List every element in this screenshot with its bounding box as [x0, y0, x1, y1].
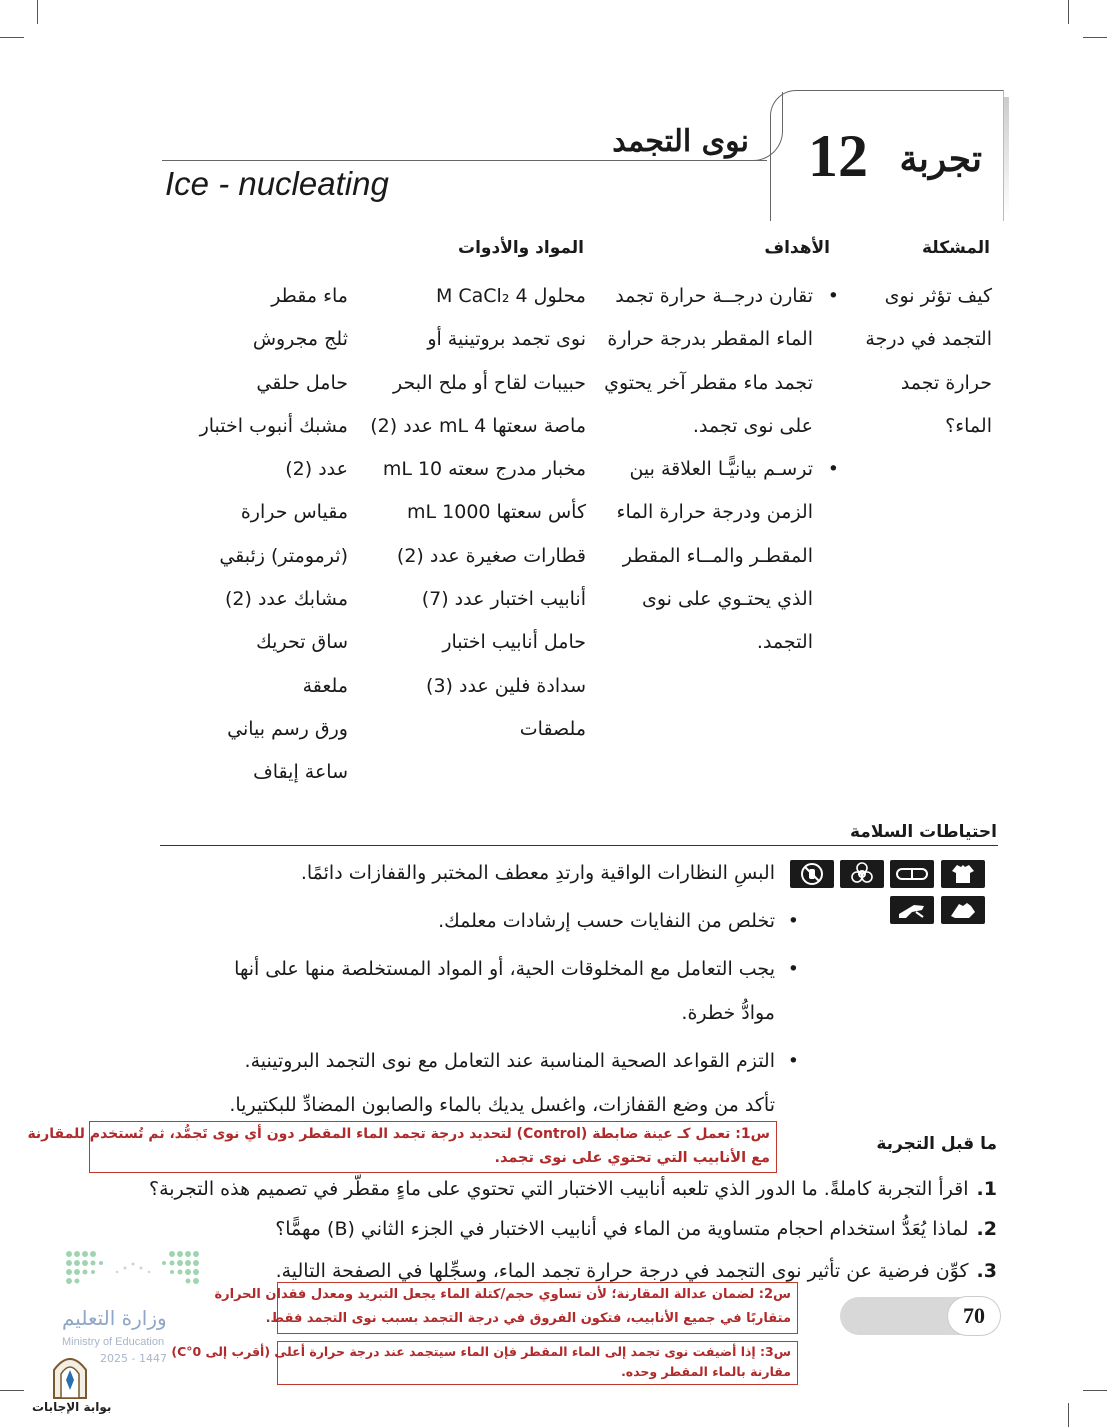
question-number: 1.: [976, 1178, 997, 1200]
safety-divider: [160, 845, 998, 846]
material-item: ورق رسم بياني: [227, 717, 348, 740]
biohazard-icon: [840, 860, 884, 888]
crop-mark: [37, 0, 38, 24]
question-text: اقرأ التجربة كاملةً. ما الدور الذي تلعبه أنابيب الاختبار التي تحتوي على ماءٍ مقطّر في تصميم هذه التجربة؟: [149, 1178, 969, 1200]
goggles-icon: [890, 860, 934, 888]
objective-line: • ترسـم بيانيًّـا العلاقة بين: [629, 458, 839, 481]
material-item: ساعة إيقاف: [253, 761, 348, 784]
answer-line: مع الأنابيب التي تحتوي على نوى تجمد.: [494, 1150, 770, 1166]
materials-list-left: [200, 275, 348, 795]
safety-list: [175, 851, 799, 1127]
question-number: 3.: [976, 1260, 997, 1282]
material-item: مشابك عدد (2): [225, 588, 348, 611]
material-item: أنابيب اختبار عدد (7): [421, 588, 586, 611]
objective-line: تجمد ماء مقطر آخر يحتوي: [604, 371, 813, 394]
objective-line: الماء المقطر بدرجة حرارة: [607, 328, 813, 351]
material-item: عدد (2): [285, 458, 348, 481]
experiment-topic: نوى التجمد: [612, 124, 749, 159]
problem-line: كيف تؤثر نوى: [884, 285, 992, 307]
ministry-logo-dots-icon: [65, 1250, 200, 1286]
material-item: حامل حلقي: [256, 371, 348, 394]
question-2: [275, 1218, 997, 1240]
objective-line: الذي يحتـوي على نوى: [641, 588, 813, 611]
problem-text: [865, 275, 992, 448]
question-text: كوِّن فرضية عن تأثير نوى التجمد في درجة حرارة تجمد الماء، وسجِّلها في الصفحة التالية.: [275, 1260, 969, 1282]
safety-item: • يجب التعامل مع المخلوقات الحية، أو المواد المستخلصة منها على أنها موادُّ خطرة.: [234, 958, 799, 1024]
objectives-heading: الأهداف: [764, 238, 830, 258]
ministry-name-english: Ministry of Education: [62, 1336, 165, 1348]
crop-mark: [1068, 1403, 1069, 1427]
crop-mark: [1083, 37, 1107, 38]
material-item: ملعقة: [302, 674, 348, 697]
crop-mark: [0, 1390, 24, 1391]
material-item: ماء مقطر: [271, 285, 348, 307]
question-1: [149, 1178, 997, 1200]
answer-line: متقاربًا في جميع الأنابيب، فتكون الفروق في درجة التجمد بسبب نوى التجمد فقط.: [265, 1311, 791, 1326]
answer-box-3: [171, 1341, 798, 1385]
materials-list-right: [370, 275, 586, 751]
answer-line: مقارنة بالماء المقطر وحده.: [621, 1364, 791, 1379]
safety-item: • البسِ النظارات الواقية وارتدِ معطف المختبر والقفازات دائمًا.: [300, 862, 799, 884]
material-item: مشبك أنبوب اختبار: [199, 414, 348, 437]
pre-lab-title: ما قبل التجربة: [876, 1134, 997, 1154]
english-title: Ice - nucleating: [165, 165, 389, 202]
site-logo-icon: [48, 1350, 92, 1400]
material-item: مقياس حرارة: [240, 501, 348, 524]
question-3: [276, 1260, 997, 1282]
question-text: لماذا يُعَدُّ استخدام احجام متساوية من الماء في أنابيب الاختبار في الجزء الثاني (B) مهمًّا؟: [275, 1218, 969, 1240]
material-item: سدادة فلين عدد (3): [426, 674, 586, 697]
material-item: حبيبات لقاح أو ملح البحر: [393, 371, 586, 394]
topic-underline: [162, 160, 767, 161]
answer-box-2: [214, 1282, 798, 1334]
problem-heading: المشكلة: [921, 238, 990, 258]
ministry-name-arabic: وزارة التعليم: [62, 1306, 167, 1330]
problem-line: التجمد في درجة: [865, 328, 992, 351]
safety-item: • التزم القواعد الصحية المناسبة عند التعامل مع نوى التجمد البروتينية. تأكد من وضع القفازات، واغسل يديك بالماء والصابون المضادِّ للبكتيريا.: [229, 1050, 799, 1116]
objective-line: المقطـر والمــاء المقطر: [622, 544, 813, 567]
objective-line: الزمن ودرجة حرارة الماء: [616, 501, 813, 524]
material-item: كأس سعتها 1000 mL: [407, 501, 586, 524]
experiment-number: 12: [808, 123, 868, 189]
hand-wash-icon: [890, 896, 934, 924]
answer-line: س1: تعمل كـ عينة ضابطة (Control) لتحديد درجة تجمد الماء المقطر دون أي نوى تَجمُّد، ثم تُستخدم للمقارنة: [27, 1126, 770, 1142]
lab-coat-icon: [941, 860, 985, 888]
answer-box-1: [27, 1121, 777, 1173]
material-item: ماصة سعتها 4 mL عدد (2): [370, 414, 586, 437]
problem-line: الماء؟: [945, 414, 992, 437]
problem-line: حرارة تجمد: [900, 371, 992, 394]
page-number: 70: [948, 1297, 1000, 1335]
material-item: ساق تحريك: [256, 631, 348, 654]
safety-title: احتياطات السلامة: [850, 822, 997, 842]
material-item: ملصقات: [519, 717, 586, 740]
material-item: قطارات صغيرة عدد (2): [396, 544, 586, 567]
material-item: ثلج مجروش: [252, 328, 348, 351]
question-number: 2.: [976, 1218, 997, 1240]
crop-mark: [1068, 0, 1069, 24]
objective-line: • تقارن درجــة حرارة تجمد: [615, 285, 839, 307]
materials-heading: المواد والأدوات: [458, 238, 584, 258]
material-item: مخبار مدرج سعته 10 mL: [382, 458, 586, 481]
ministry-year: 2025 - 1447: [100, 1352, 167, 1365]
objective-line: التجمد.: [756, 631, 813, 654]
gloves-icon: [941, 896, 985, 924]
crop-mark: [1083, 1390, 1107, 1391]
answer-line: س2: لضمان عدالة المقارنة؛ لأن تساوي حجم/كتلة الماء يجعل التبريد ومعدل فقدان الحرارة: [214, 1287, 791, 1302]
material-item: محلول 4 M CaCl₂: [435, 285, 586, 307]
objectives-list: [604, 275, 839, 665]
answer-line: س3: إذا أضيفت نوى تجمد إلى الماء المقطر فإن الماء سيتجمد عند درجة حرارة أعلى (أقرب إلى C°0): [171, 1344, 791, 1359]
material-item: نوى تجمد بروتينية أو: [427, 328, 586, 351]
material-item: (ثرمومتر) زئبقي: [219, 544, 348, 567]
site-label: بوابة الإجابات: [32, 1400, 112, 1414]
safety-item: • تخلص من النفايات حسب إرشادات معلمك.: [438, 910, 799, 932]
material-item: حامل أنابيب اختبار: [442, 631, 586, 654]
crop-mark: [0, 37, 24, 38]
objective-line: على نوى تجمد.: [692, 414, 813, 437]
experiment-label: تجربة: [899, 138, 982, 180]
